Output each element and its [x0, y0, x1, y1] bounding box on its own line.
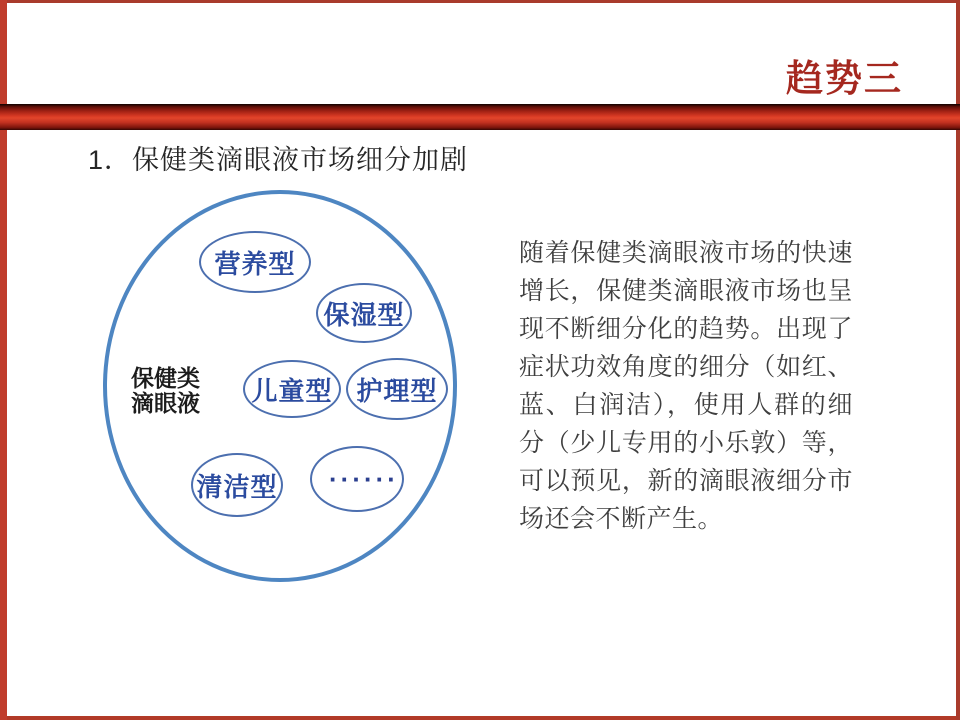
category-label: 儿童型	[251, 375, 333, 406]
category-ellipse-children	[243, 360, 341, 418]
category-ellipse-cleansing	[191, 453, 283, 517]
category-ellipse-more	[310, 446, 404, 512]
category-label: 营养型	[214, 248, 296, 279]
category-label: 清洁型	[196, 471, 278, 502]
category-ellipse-care	[346, 358, 448, 420]
slide-border-top	[0, 0, 960, 3]
category-ellipse-nutrition	[199, 231, 311, 293]
set-name-line2: 滴眼液	[131, 390, 200, 416]
accent-bar	[0, 104, 960, 130]
category-label: 保湿型	[323, 299, 405, 330]
set-name-line1: 保健类	[131, 365, 200, 391]
description-paragraph: 随着保健类滴眼液市场的快速增长，保健类滴眼液市场也呈现不断细分化的趋势。出现了症状功效角度的细分（如红、蓝、白润洁），使用人群的细分（少儿专用的小乐敦）等，可以预见，新的滴眼液细分市场还会不断产生。	[519, 239, 853, 533]
section-heading: 1．保健类滴眼液市场细分加剧	[88, 145, 469, 175]
set-name-label	[131, 366, 221, 416]
category-label: 护理型	[356, 375, 438, 406]
category-ellipse-moisturizing	[316, 283, 412, 343]
slide-border-bottom	[0, 716, 960, 720]
ellipsis-dots: ······	[329, 463, 399, 494]
slide-title: 趋势三	[786, 58, 903, 99]
